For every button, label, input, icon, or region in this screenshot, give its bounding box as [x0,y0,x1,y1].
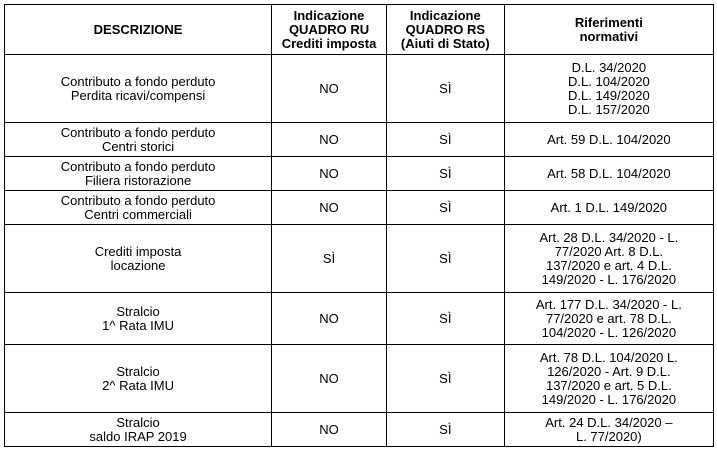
cell-riferimenti: Art. 28 D.L. 34/2020 - L. 77/2020 Art. 8 D.L. 137/2020 e art. 4 D.L. 149/2020 - L. 176/2020 [504,225,713,293]
aid-table [4,4,714,447]
cell-riferimenti: Art. 59 D.L. 104/2020 [504,123,713,157]
cell-quadro-ru: NO [272,123,387,157]
table-row [5,413,714,447]
cell-descrizione: Stralcio 1^ Rata IMU [5,293,272,345]
header-descrizione: DESCRIZIONE [5,5,272,55]
cell-descrizione: Contributo a fondo perduto Centri storici [5,123,272,157]
cell-riferimenti: Art. 24 D.L. 34/2020 – L. 77/2020) [504,413,713,447]
table-header-row [5,5,714,55]
cell-quadro-rs: SÌ [386,225,504,293]
table-row [5,345,714,413]
table-row [5,225,714,293]
cell-riferimenti: Art. 1 D.L. 149/2020 [504,191,713,225]
cell-quadro-ru: NO [272,413,387,447]
cell-quadro-ru: NO [272,157,387,191]
table-row [5,293,714,345]
cell-quadro-rs: SÌ [386,413,504,447]
cell-descrizione: Stralcio 2^ Rata IMU [5,345,272,413]
cell-quadro-rs: SÌ [386,191,504,225]
table-row [5,55,714,123]
cell-descrizione: Contributo a fondo perduto Filiera ristorazione [5,157,272,191]
header-riferimenti: Riferimenti normativi [504,5,713,55]
cell-quadro-rs: SÌ [386,157,504,191]
table-row [5,123,714,157]
cell-quadro-ru: NO [272,55,387,123]
cell-quadro-ru: NO [272,345,387,413]
cell-quadro-rs: SÌ [386,123,504,157]
cell-quadro-rs: SÌ [386,55,504,123]
cell-riferimenti: Art. 78 D.L. 104/2020 L. 126/2020 - Art. 9 D.L. 137/2020 e art. 5 D.L. 149/2020 - L. 176/2020 [504,345,713,413]
cell-quadro-rs: SÌ [386,345,504,413]
cell-riferimenti: Art. 177 D.L. 34/2020 - L. 77/2020 e art. 78 D.L. 104/2020 - L. 126/2020 [504,293,713,345]
header-quadro-rs: Indicazione QUADRO RS (Aiuti di Stato) [386,5,504,55]
cell-descrizione: Contributo a fondo perduto Centri commerciali [5,191,272,225]
cell-descrizione: Crediti imposta locazione [5,225,272,293]
cell-riferimenti: Art. 58 D.L. 104/2020 [504,157,713,191]
cell-quadro-rs: SÌ [386,293,504,345]
cell-descrizione: Contributo a fondo perduto Perdita ricavi/compensi [5,55,272,123]
table-row [5,191,714,225]
cell-quadro-ru: NO [272,191,387,225]
header-quadro-ru: Indicazione QUADRO RU Crediti imposta [272,5,387,55]
cell-quadro-ru: NO [272,293,387,345]
cell-riferimenti: D.L. 34/2020 D.L. 104/2020 D.L. 149/2020 D.L. 157/2020 [504,55,713,123]
cell-descrizione: Stralcio saldo IRAP 2019 [5,413,272,447]
cell-quadro-ru: SÌ [272,225,387,293]
table-row [5,157,714,191]
